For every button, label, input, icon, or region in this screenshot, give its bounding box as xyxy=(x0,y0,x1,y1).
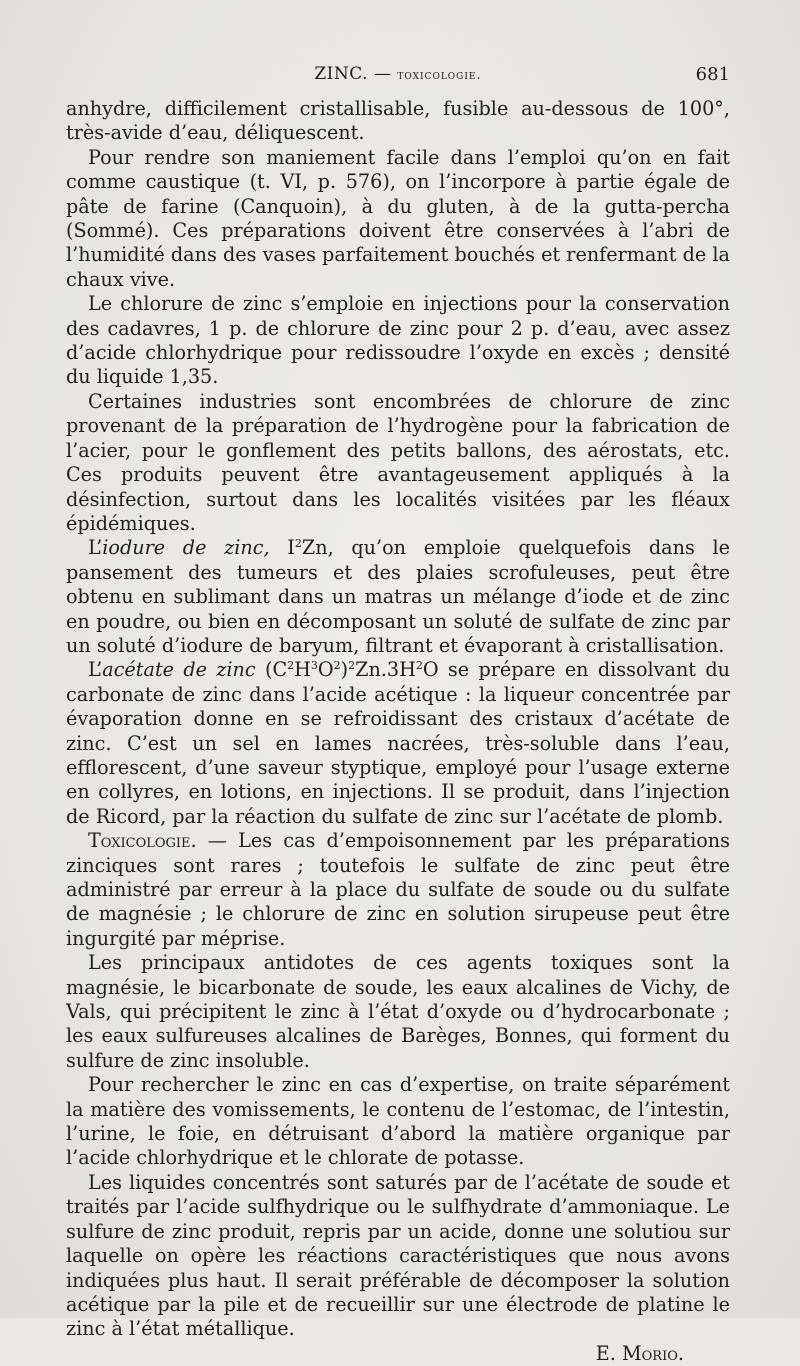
paragraph-toxicologie xyxy=(66,829,730,951)
iodure-formula-sup: 2 xyxy=(294,537,302,551)
acetate-formula-3: O xyxy=(317,658,334,682)
iodure-term: iodure de zinc, xyxy=(102,536,270,560)
paragraph-acetate xyxy=(66,658,730,829)
paragraph-iodure xyxy=(66,536,730,658)
acetate-formula-sup-3: 2 xyxy=(333,659,341,673)
running-head xyxy=(66,64,730,84)
acetate-text: se prépare en dissolvant du carbonate de zinc dans l’acide acétique : la liqueur concentrée par évaporation donne en se refroidissant des cristaux d’acétate de zinc. C’est un sel en lames nacrées, très-soluble dans l’eau, efflorescent, d’une saveur styptique, employé pour l’usage externe en collyres, en lotions, en injections. Il se produit, dans l’injection de Ricord, par la réaction du sulfate de zinc sur l’acétate de plomb. xyxy=(66,658,730,828)
acetate-lead: L’ xyxy=(88,658,103,682)
page-header xyxy=(66,60,730,90)
acetate-formula-sup-5: 2 xyxy=(415,659,423,673)
paragraph-expertise: Pour rechercher le zinc en cas d’expertise, on traite séparément la matière des vomissements, le contenu de l’estomac, de l’intestin, l’urine, le foie, en détruisant d’abord la matière organique par l’acide chlorhydrique et le chlorate de potasse. xyxy=(66,1073,730,1170)
paragraph-injections: Le chlorure de zinc s’emploie en injections pour la conservation des cadavres, 1 p. de chlorure de zinc pour 2 p. d’eau, avec assez d’acide chlorhydrique pour redissoudre l’oxyde en excès ; densité du liquide 1,35. xyxy=(66,292,730,389)
iodure-text: qu’on emploie quelquefois dans le pansement des tumeurs et des plaies scrofuleuses, peut être obtenu en sublimant dans un matras un mélange d’iode et de zinc en poudre, ou bien en décomposant un soluté de sulfate de zinc par un soluté d’iodure de baryum, filtrant et évaporant à cristallisation. xyxy=(66,536,730,657)
acetate-formula-2: H xyxy=(294,658,311,682)
acetate-formula-6: O xyxy=(422,658,439,682)
page-number: 681 xyxy=(695,64,730,85)
paragraph-antidotes: Les principaux antidotes de ces agents toxiques sont la magnésie, le bicarbonate de soude, les eaux alcalines de Vichy, de Vals, qui précipitent le zinc à l’état d’oxyde ou d’hydrocarbonate ; les eaux sulfureuses alcalines de Barèges, Bonnes, qui forment du sulfure de zinc insoluble. xyxy=(66,951,730,1072)
iodure-formula-b: Zn, xyxy=(301,536,334,560)
page-body xyxy=(66,97,730,1366)
paragraph-industries: Certaines industries sont encombrées de chlorure de zinc provenant de la préparation de l’hydrogène pour la fabrication de l’acier, pour le gonflement des petits ballons, des aérostats, etc. Ces produits peuvent être avantageusement appliqués à la désinfection, surtout dans les localités visitées par les fléaux épidémiques. xyxy=(66,389,730,535)
iodure-formula-a: I xyxy=(269,536,295,560)
iodure-lead: L’ xyxy=(88,536,103,560)
running-head-section: toxicologie. xyxy=(397,68,482,83)
paragraph-caustique: Pour rendre son maniement facile dans l’emploi qu’on en fait comme caustique (t. VI, p. 576), on l’incorpore à partie égale de pâte de farine (Canquoin), à du gluten, à de la gutta-percha (Sommé). Ces préparations doivent être conservées à l’abri de l’humidité dans des vases parfaitement bouchés et renfermant de la chaux vive. xyxy=(66,145,730,291)
acetate-formula-4: ) xyxy=(340,658,349,682)
acetate-term: acétate de zinc xyxy=(102,658,256,682)
toxicologie-text: — Les cas d’empoisonnement par les préparations zinciques sont rares ; toutefois le sulfate de zinc peut être administré par erreur à la place du sulfate de soude ou du sulfate de magnésie ; le chlorure de zinc en solution sirupeuse peut être ingurgité par méprise. xyxy=(66,829,730,950)
acetate-formula-5: Zn.3H xyxy=(355,658,416,682)
toxicologie-heading: Toxicologie. xyxy=(88,829,197,853)
acetate-formula-1: (C xyxy=(255,658,288,682)
acetate-formula-sup-4: 2 xyxy=(348,659,356,673)
author-signature: E. Morio. xyxy=(595,1341,684,1365)
running-head-main: ZINC. — xyxy=(314,64,392,84)
acetate-formula-sup-1: 2 xyxy=(287,659,295,673)
paragraph-continuation: anhydre, difficilement cristallisable, fusible au-dessous de 100°, très-avide d’eau, déliquescent. xyxy=(66,97,730,145)
acetate-formula-sup-2: 3 xyxy=(310,659,318,673)
paragraph-liquides: Les liquides concentrés sont saturés par de l’acétate de soude et traités par l’acide sulfhydrique ou le sulfhydrate d’ammoniaque. Le sulfure de zinc produit, repris par un acide, donne une solutiou sur laquelle on opère les réactions caractéristiques que nous avons indiquées plus haut. Il serait préférable de décomposer la solution acétique par la pile et de recueillir sur une électrode de platine le zinc à l’état métallique. xyxy=(66,1170,730,1341)
